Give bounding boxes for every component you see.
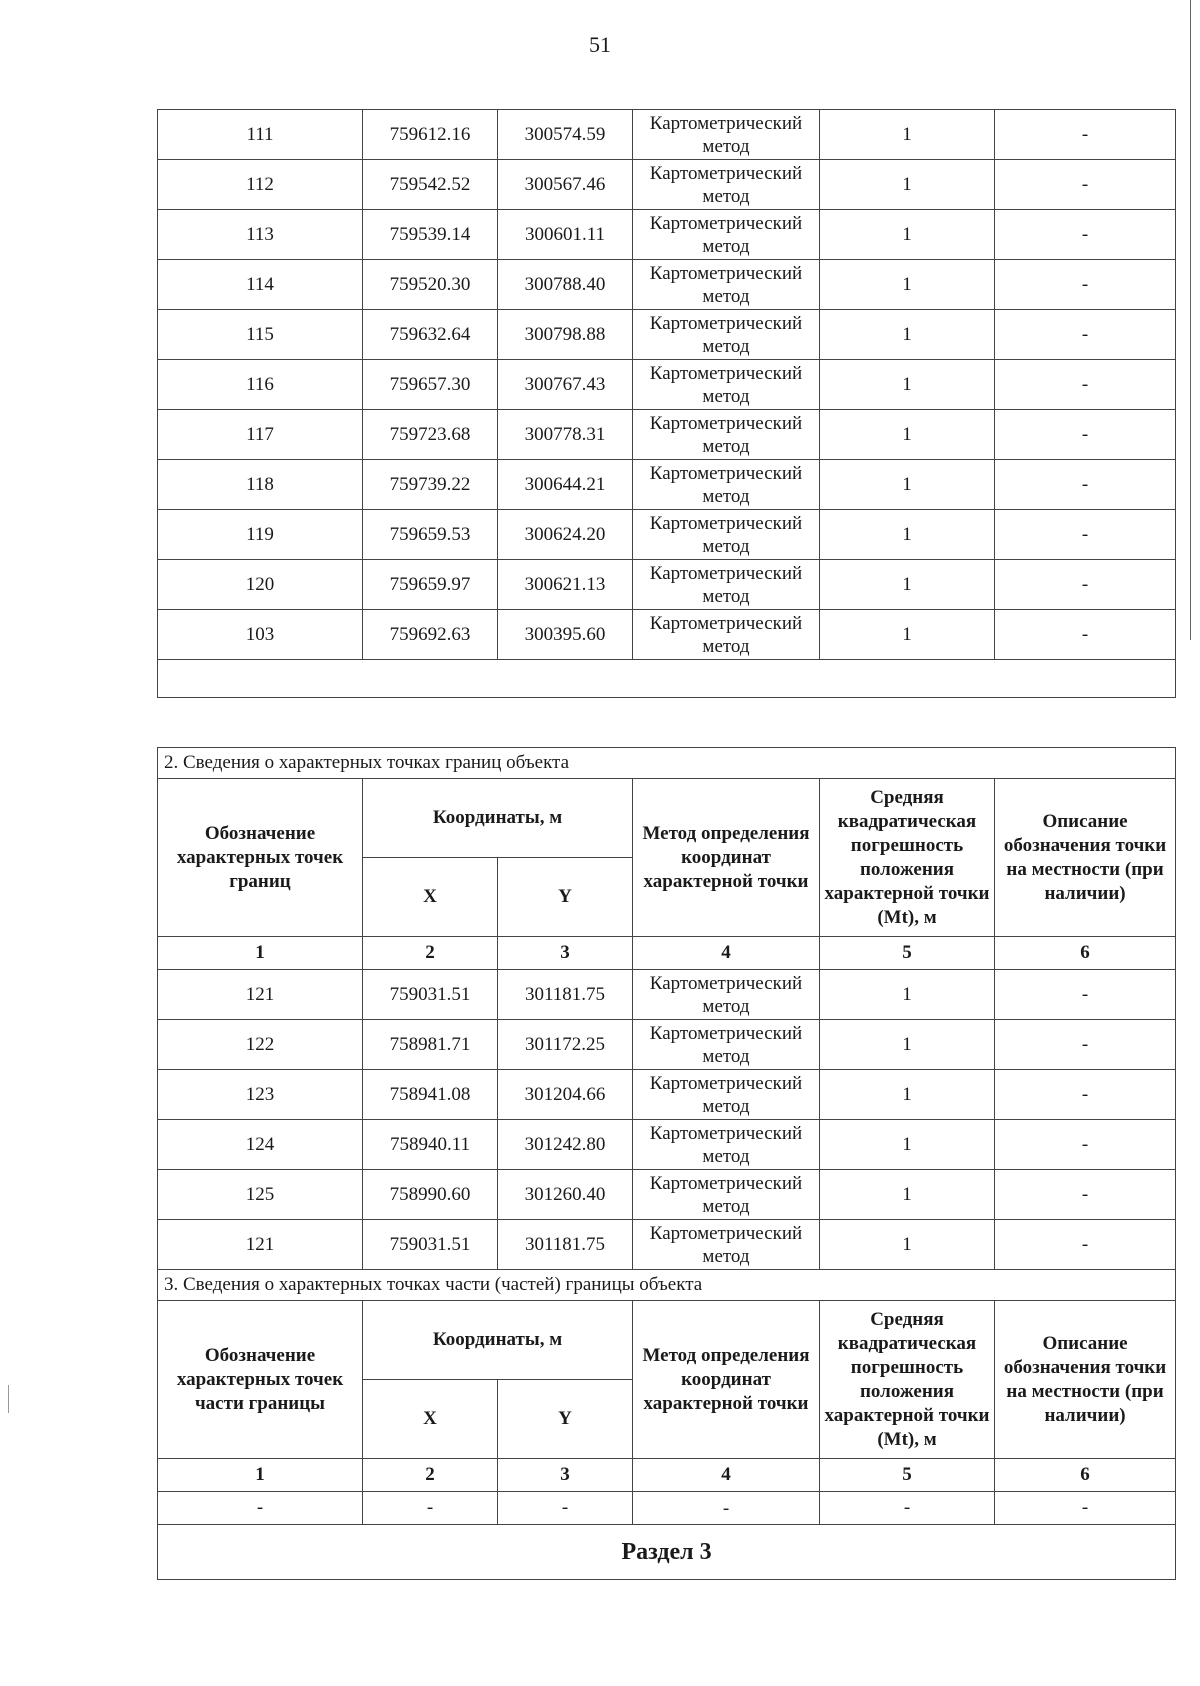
y-cell: 300624.20 [498, 510, 633, 560]
mt-cell: 1 [820, 310, 995, 360]
continuation-coordinates-table [157, 109, 1176, 698]
header-desc: Описание обозначения точки на местности (при наличии) [995, 1301, 1176, 1459]
y-cell: - [498, 1492, 633, 1525]
section2-header-row-1 [158, 779, 1176, 858]
point-cell: 117 [158, 410, 363, 460]
y-cell: 301242.80 [498, 1120, 633, 1170]
point-cell: 112 [158, 160, 363, 210]
method-cell: Картометрический метод [633, 310, 820, 360]
razdel-heading: Раздел 3 [158, 1525, 1176, 1580]
header-desc: Описание обозначения точки на местности (при наличии) [995, 779, 1176, 937]
x-cell: 759692.63 [363, 610, 498, 660]
col-num: 5 [820, 937, 995, 970]
header-y: Y [498, 858, 633, 937]
header-mt: Средняя квадратическая погрешность положения характерной точки (Mt), м [820, 1301, 995, 1459]
desc-cell: - [995, 1492, 1176, 1525]
col-num: 1 [158, 1459, 363, 1492]
point-cell: 114 [158, 260, 363, 310]
table-row [158, 110, 1176, 160]
y-cell: 300644.21 [498, 460, 633, 510]
mt-cell: 1 [820, 1020, 995, 1070]
method-cell: Картометрический метод [633, 1170, 820, 1220]
desc-cell: - [995, 110, 1176, 160]
col-num: 4 [633, 1459, 820, 1492]
method-cell: Картометрический метод [633, 1120, 820, 1170]
header-y: Y [498, 1380, 633, 1459]
y-cell: 300798.88 [498, 310, 633, 360]
table-row [158, 210, 1176, 260]
point-cell: 118 [158, 460, 363, 510]
desc-cell: - [995, 260, 1176, 310]
col-num: 1 [158, 937, 363, 970]
x-cell: 759539.14 [363, 210, 498, 260]
mt-cell: 1 [820, 160, 995, 210]
desc-cell: - [995, 510, 1176, 560]
method-cell: Картометрический метод [633, 610, 820, 660]
table-row [158, 1220, 1176, 1270]
scan-edge-line [1190, 0, 1191, 640]
table-row [158, 1170, 1176, 1220]
y-cell: 301204.66 [498, 1070, 633, 1120]
header-coords: Координаты, м [363, 1301, 633, 1380]
table-row [158, 160, 1176, 210]
desc-cell: - [995, 160, 1176, 210]
section2-column-numbers [158, 937, 1176, 970]
mt-cell: - [820, 1492, 995, 1525]
page-number: 51 [589, 32, 611, 57]
point-cell: 119 [158, 510, 363, 560]
table-row [158, 610, 1176, 660]
mt-cell: 1 [820, 260, 995, 310]
point-cell: 115 [158, 310, 363, 360]
section2-title-row [158, 748, 1176, 779]
method-cell: Картометрический метод [633, 160, 820, 210]
mt-cell: 1 [820, 460, 995, 510]
table-row [158, 1492, 1176, 1525]
table-row [158, 1120, 1176, 1170]
col-num: 5 [820, 1459, 995, 1492]
mt-cell: 1 [820, 610, 995, 660]
method-cell: Картометрический метод [633, 1220, 820, 1270]
y-cell: 300778.31 [498, 410, 633, 460]
point-cell: 120 [158, 560, 363, 610]
mt-cell: 1 [820, 1070, 995, 1120]
mt-cell: 1 [820, 970, 995, 1020]
table-row [158, 1070, 1176, 1120]
table-row [158, 260, 1176, 310]
method-cell: Картометрический метод [633, 560, 820, 610]
table-row [158, 410, 1176, 460]
mt-cell: 1 [820, 560, 995, 610]
x-cell: 759031.51 [363, 1220, 498, 1270]
empty-cell [158, 660, 1176, 698]
section2-title: 2. Сведения о характерных точках границ объекта [158, 748, 1176, 779]
method-cell: Картометрический метод [633, 510, 820, 560]
method-cell: Картометрический метод [633, 210, 820, 260]
header-coords: Координаты, м [363, 779, 633, 858]
point-cell: 124 [158, 1120, 363, 1170]
table-row [158, 310, 1176, 360]
section3-column-numbers [158, 1459, 1176, 1492]
x-cell: 759612.16 [363, 110, 498, 160]
section3-header-row-1 [158, 1301, 1176, 1380]
desc-cell: - [995, 1020, 1176, 1070]
col-num: 3 [498, 937, 633, 970]
method-cell: Картометрический метод [633, 1020, 820, 1070]
x-cell: 759739.22 [363, 460, 498, 510]
header-mt: Средняя квадратическая погрешность положения характерной точки (Mt), м [820, 779, 995, 937]
x-cell: 759657.30 [363, 360, 498, 410]
table-row [158, 970, 1176, 1020]
razdel-row [158, 1525, 1176, 1580]
desc-cell: - [995, 460, 1176, 510]
point-cell: 103 [158, 610, 363, 660]
col-num: 4 [633, 937, 820, 970]
table-row [158, 560, 1176, 610]
section3-title-row [158, 1270, 1176, 1301]
x-cell: 758990.60 [363, 1170, 498, 1220]
method-cell: Картометрический метод [633, 970, 820, 1020]
header-x: X [363, 1380, 498, 1459]
col-num: 6 [995, 1459, 1176, 1492]
mt-cell: 1 [820, 210, 995, 260]
x-cell: 758941.08 [363, 1070, 498, 1120]
desc-cell: - [995, 560, 1176, 610]
desc-cell: - [995, 610, 1176, 660]
mt-cell: 1 [820, 1170, 995, 1220]
scan-margin-mark [8, 1385, 9, 1413]
table-row [158, 460, 1176, 510]
section3-table-body [158, 1492, 1176, 1525]
continuation-table-body [158, 110, 1176, 660]
col-num: 2 [363, 937, 498, 970]
y-cell: 301172.25 [498, 1020, 633, 1070]
desc-cell: - [995, 1070, 1176, 1120]
y-cell: 300621.13 [498, 560, 633, 610]
y-cell: 301181.75 [498, 970, 633, 1020]
empty-footer-row [158, 660, 1176, 698]
desc-cell: - [995, 1220, 1176, 1270]
mt-cell: 1 [820, 1220, 995, 1270]
desc-cell: - [995, 1170, 1176, 1220]
x-cell: 759520.30 [363, 260, 498, 310]
x-cell: 759632.64 [363, 310, 498, 360]
method-cell: Картометрический метод [633, 360, 820, 410]
section3-title: 3. Сведения о характерных точках части (частей) границы объекта [158, 1270, 1176, 1301]
y-cell: 300788.40 [498, 260, 633, 310]
x-cell: 759659.53 [363, 510, 498, 560]
table-row [158, 360, 1176, 410]
method-cell: Картометрический метод [633, 260, 820, 310]
header-x: X [363, 858, 498, 937]
boundary-points-table [157, 747, 1176, 1580]
mt-cell: 1 [820, 410, 995, 460]
section2-table-body [158, 970, 1176, 1270]
y-cell: 300574.59 [498, 110, 633, 160]
mt-cell: 1 [820, 110, 995, 160]
point-cell: - [158, 1492, 363, 1525]
method-cell: - [633, 1492, 820, 1525]
header-point-label: Обозначение характерных точек границ [158, 779, 363, 937]
method-cell: Картометрический метод [633, 110, 820, 160]
x-cell: - [363, 1492, 498, 1525]
desc-cell: - [995, 970, 1176, 1020]
header-point-label: Обозначение характерных точек части границы [158, 1301, 363, 1459]
x-cell: 759659.97 [363, 560, 498, 610]
y-cell: 300601.11 [498, 210, 633, 260]
method-cell: Картометрический метод [633, 410, 820, 460]
point-cell: 121 [158, 1220, 363, 1270]
x-cell: 758940.11 [363, 1120, 498, 1170]
x-cell: 759723.68 [363, 410, 498, 460]
desc-cell: - [995, 360, 1176, 410]
x-cell: 759542.52 [363, 160, 498, 210]
desc-cell: - [995, 410, 1176, 460]
point-cell: 111 [158, 110, 363, 160]
table-row [158, 510, 1176, 560]
x-cell: 759031.51 [363, 970, 498, 1020]
header-method: Метод определения координат характерной точки [633, 1301, 820, 1459]
mt-cell: 1 [820, 510, 995, 560]
y-cell: 300767.43 [498, 360, 633, 410]
point-cell: 121 [158, 970, 363, 1020]
y-cell: 301181.75 [498, 1220, 633, 1270]
y-cell: 300395.60 [498, 610, 633, 660]
point-cell: 113 [158, 210, 363, 260]
desc-cell: - [995, 210, 1176, 260]
desc-cell: - [995, 1120, 1176, 1170]
x-cell: 758981.71 [363, 1020, 498, 1070]
table-row [158, 1020, 1176, 1070]
col-num: 6 [995, 937, 1176, 970]
mt-cell: 1 [820, 360, 995, 410]
col-num: 3 [498, 1459, 633, 1492]
y-cell: 301260.40 [498, 1170, 633, 1220]
desc-cell: - [995, 310, 1176, 360]
col-num: 2 [363, 1459, 498, 1492]
point-cell: 116 [158, 360, 363, 410]
method-cell: Картометрический метод [633, 1070, 820, 1120]
header-method: Метод определения координат характерной точки [633, 779, 820, 937]
point-cell: 123 [158, 1070, 363, 1120]
method-cell: Картометрический метод [633, 460, 820, 510]
point-cell: 122 [158, 1020, 363, 1070]
point-cell: 125 [158, 1170, 363, 1220]
y-cell: 300567.46 [498, 160, 633, 210]
mt-cell: 1 [820, 1120, 995, 1170]
